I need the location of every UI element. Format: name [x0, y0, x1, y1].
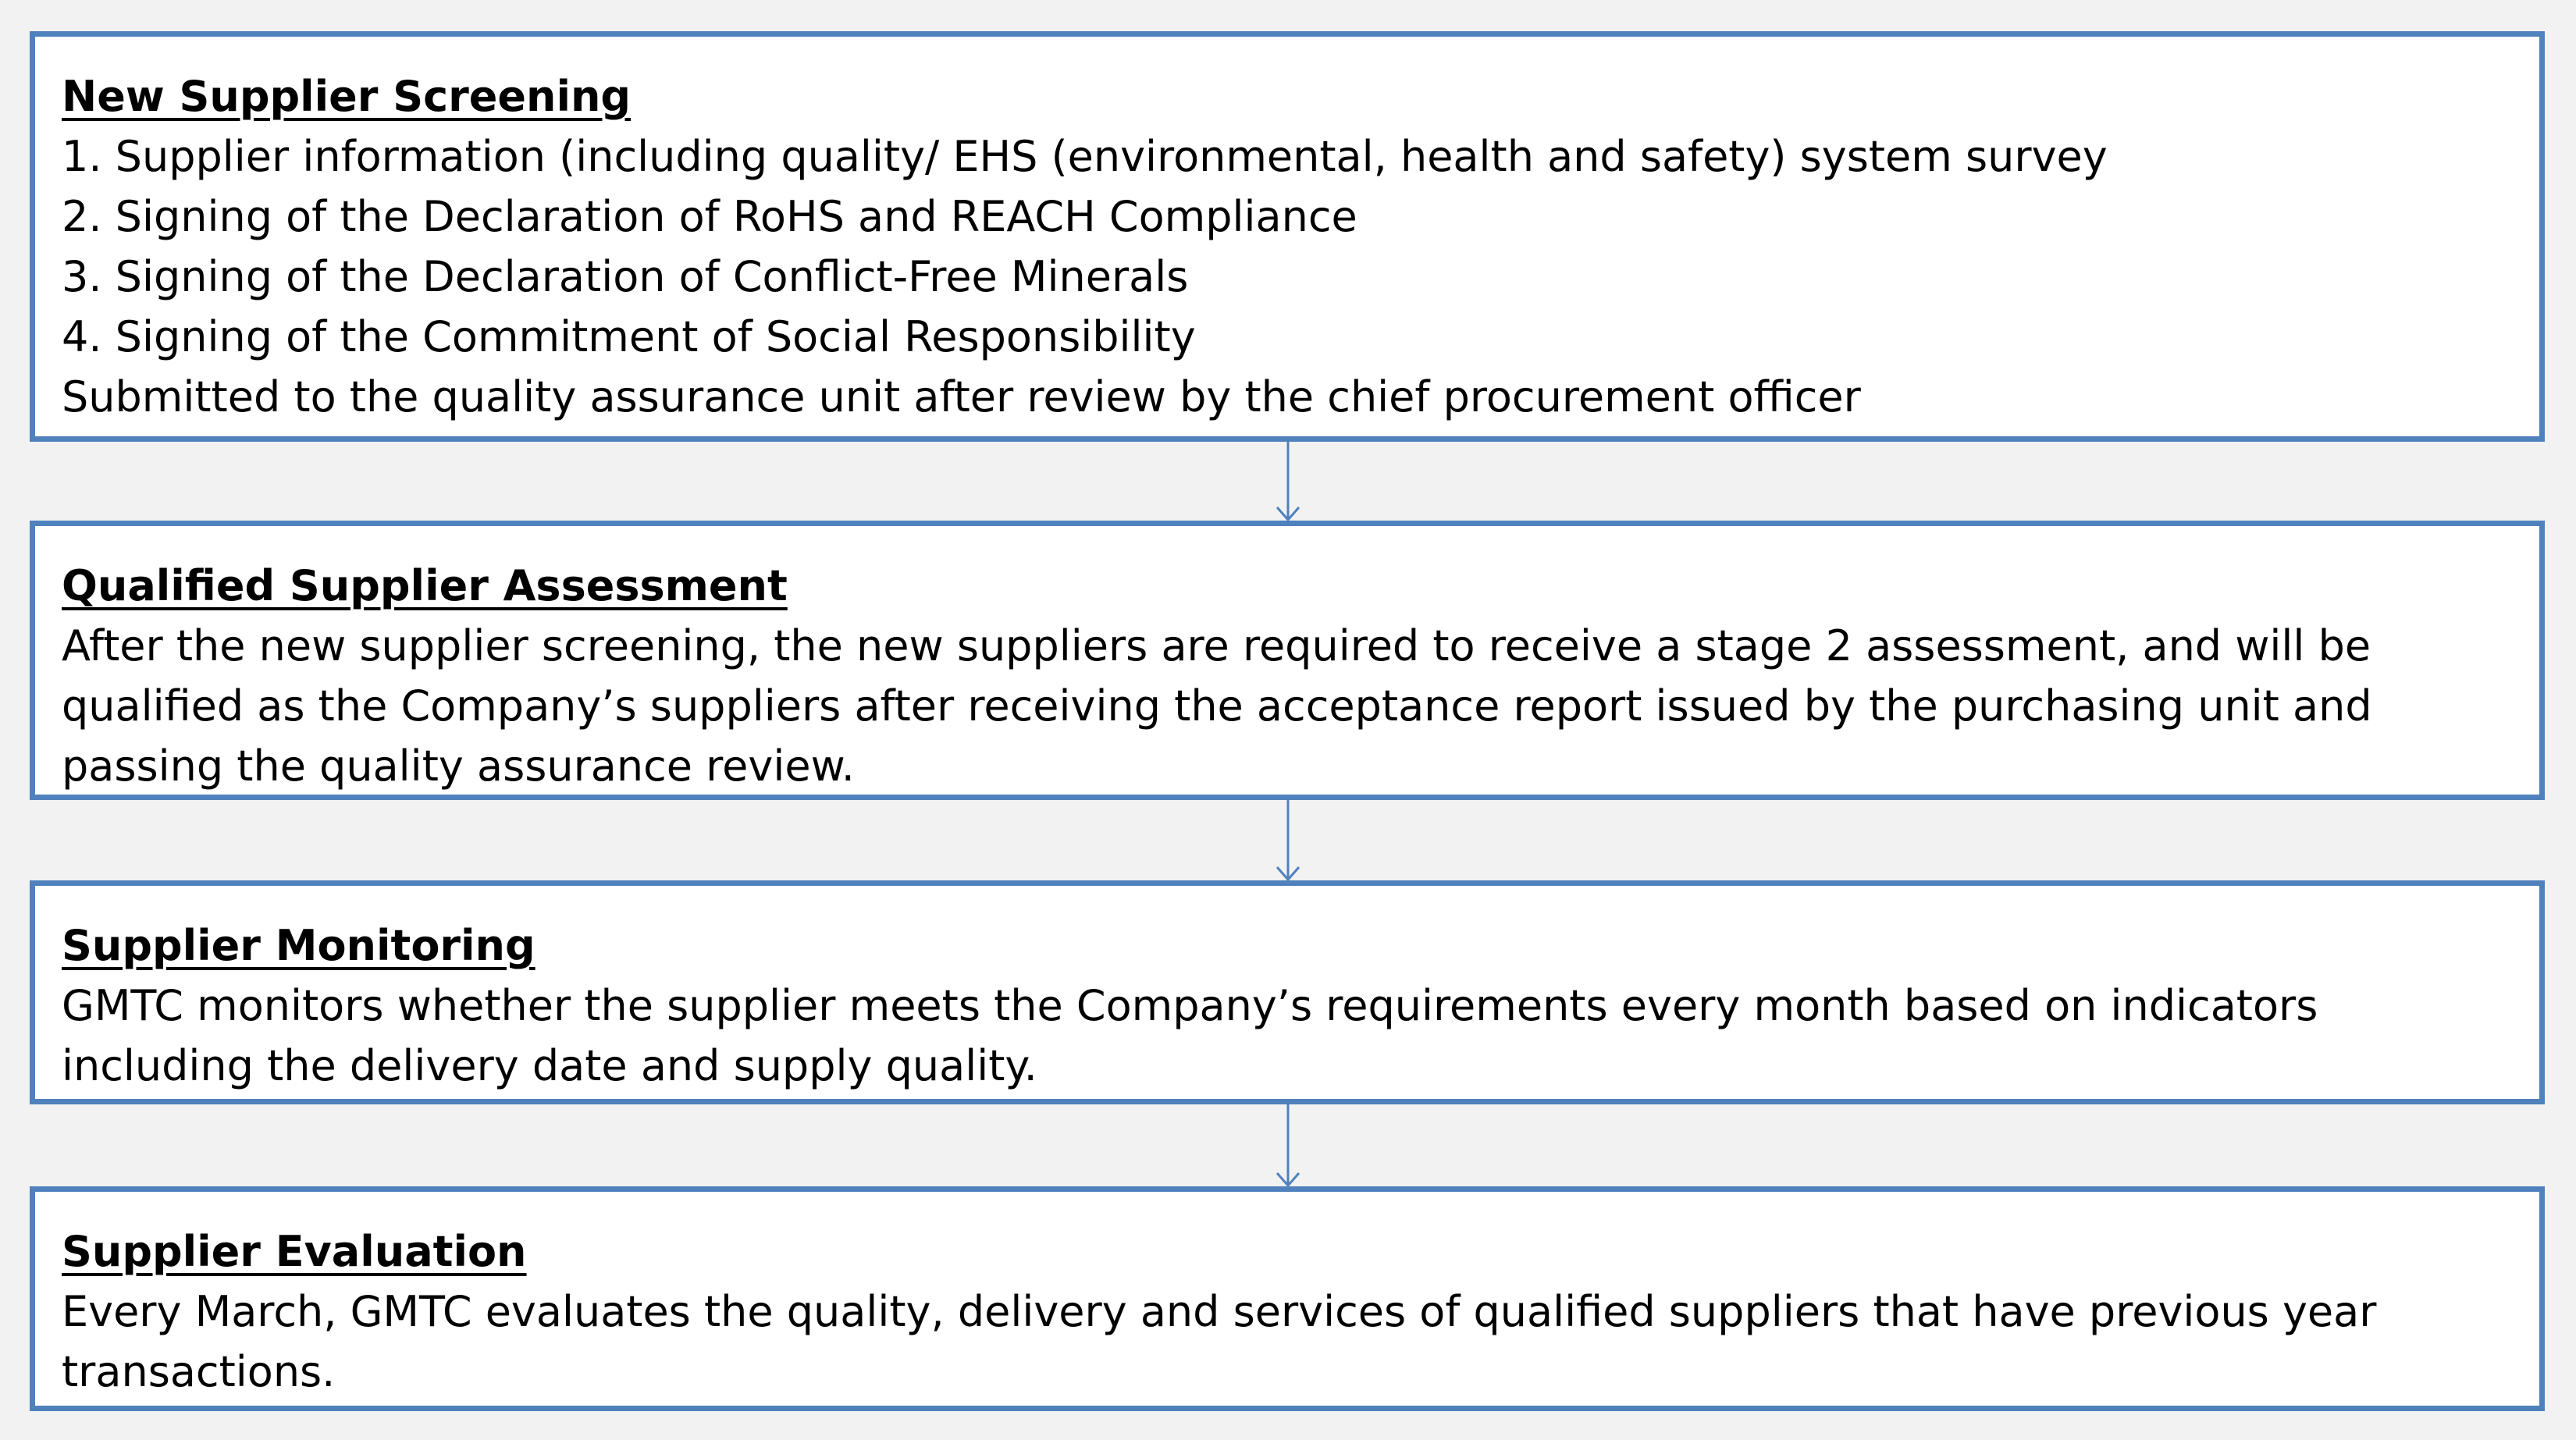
- step-title-qualified-supplier-assessment: Qualified Supplier Assessment: [62, 561, 788, 610]
- screening-submission-note: Submitted to the quality assurance unit after review by the chief procurement officer: [62, 372, 1861, 421]
- evaluation-description: Every March, GMTC evaluates the quality, delivery and services of qualified suppliers that have previous year transactions.: [62, 1287, 2377, 1396]
- step-title-new-supplier-screening: New Supplier Screening: [62, 72, 632, 121]
- step-title-supplier-monitoring: Supplier Monitoring: [62, 921, 535, 970]
- step-box-new-supplier-screening: [30, 31, 2545, 442]
- connector-arrow-3: [1257, 1104, 1319, 1186]
- step-title-supplier-evaluation: Supplier Evaluation: [62, 1227, 527, 1276]
- screening-item-3: 3. Signing of the Declaration of Conflict-Free Minerals: [62, 252, 1189, 301]
- connector-arrow-2: [1257, 800, 1319, 880]
- assessment-description: After the new supplier screening, the new suppliers are required to receive a stage 2 assessment, and will be qualified as the Company’s suppliers after receiving the acceptance report issued by the purchasing unit and passing the quality assurance review.: [62, 621, 2372, 791]
- screening-item-2: 2. Signing of the Declaration of RoHS and REACH Compliance: [62, 192, 1357, 241]
- screening-item-1: 1. Supplier information (including quality/ EHS (environmental, health and safety) system survey: [62, 132, 2108, 181]
- step-box-supplier-evaluation: [30, 1186, 2545, 1411]
- connector-arrow-1: [1257, 442, 1319, 521]
- monitoring-description: GMTC monitors whether the supplier meets the Company’s requirements every month based on indicators including the delivery date and supply quality.: [62, 981, 2318, 1090]
- screening-item-4: 4. Signing of the Commitment of Social Responsibility: [62, 312, 1196, 361]
- step-box-supplier-monitoring: [30, 880, 2545, 1104]
- step-box-qualified-supplier-assessment: [30, 521, 2545, 800]
